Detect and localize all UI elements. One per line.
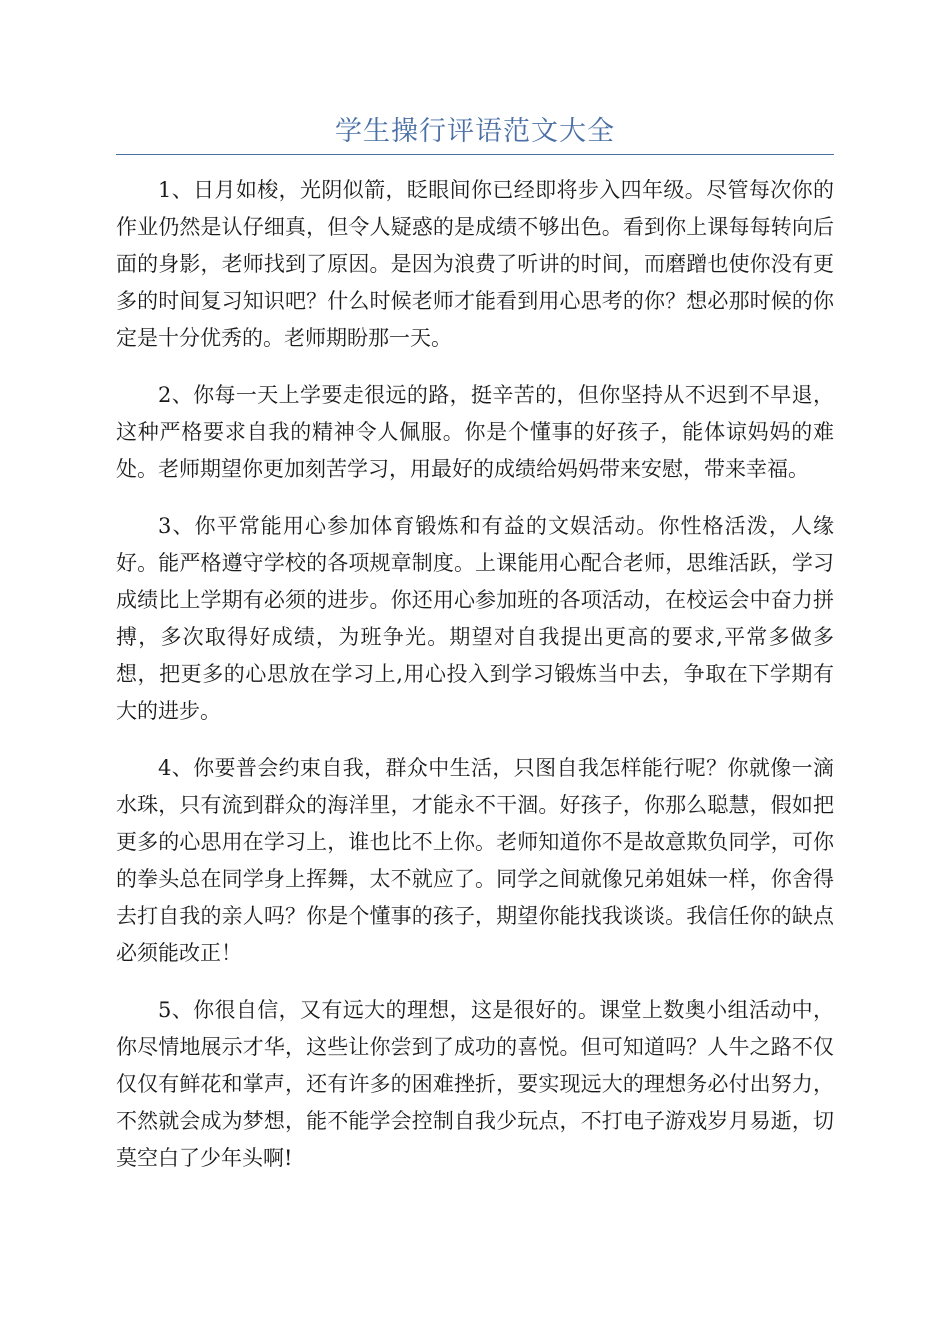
comment-paragraph-1: 1、日月如梭，光阴似箭，眨眼间你已经即将步入四年级。尽管每次你的作业仍然是认仔细真，但令人疑惑的是成绩不够出色。看到你上课每每转向后面的身影，老师找到了原因。是因为浪费了听讲的时间，而磨蹭也使你没有更多的时间复习知识吧？什么时候老师才能看到用心思考的你？想必那时候的你定是十分优秀的。老师期盼那一天。: [116, 178, 834, 350]
comment-paragraph-4: 4、你要普会约束自我，群众中生活，只图自我怎样能行呢？你就像一滴水珠，只有流到群众的海洋里，才能永不干涸。好孩子，你那么聪慧，假如把更多的心思用在学习上，谁也比不上你。老师知道你不是故意欺负同学，可你的拳头总在同学身上挥舞，太不就应了。同学之间就像兄弟姐妹一样，你舍得去打自我的亲人吗？你是个懂事的孩子，期望你能找我谈谈。我信任你的缺点必须能改正！: [116, 756, 834, 965]
comment-paragraph-5: 5、你很自信，又有远大的理想，这是很好的。课堂上数奥小组活动中，你尽情地展示才华，这些让你尝到了成功的喜悦。但可知道吗？人牛之路不仅仅仅有鲜花和掌声，还有许多的困难挫折，要实现远大的理想务必付出努力，不然就会成为梦想，能不能学会控制自我少玩点，不打电子游戏岁月易逝，切莫空白了少年头啊!: [116, 998, 834, 1170]
title-underline: [116, 154, 834, 155]
comment-paragraph-2: 2、你每一天上学要走很远的路，挺辛苦的，但你坚持从不迟到不早退，这种严格要求自我的精神令人佩服。你是个懂事的好孩子，能体谅妈妈的难处。老师期望你更加刻苦学习，用最好的成绩给妈妈带来安慰，带来幸福。: [116, 383, 834, 481]
document-body: [116, 172, 834, 1197]
comment-paragraph-3: 3、你平常能用心参加体育锻炼和有益的文娱活动。你性格活泼，人缘好。能严格遵守学校的各项规章制度。上课能用心配合老师，思维活跃，学习成绩比上学期有必须的进步。你还用心参加班的各项活动，在校运会中奋力拼搏，多次取得好成绩，为班争光。期望对自我提出更高的要求,平常多做多想，把更多的心思放在学习上,用心投入到学习锻炼当中去，争取在下学期有大的进步。: [116, 514, 834, 723]
document-title: 学生操行评语范文大全: [335, 116, 615, 147]
